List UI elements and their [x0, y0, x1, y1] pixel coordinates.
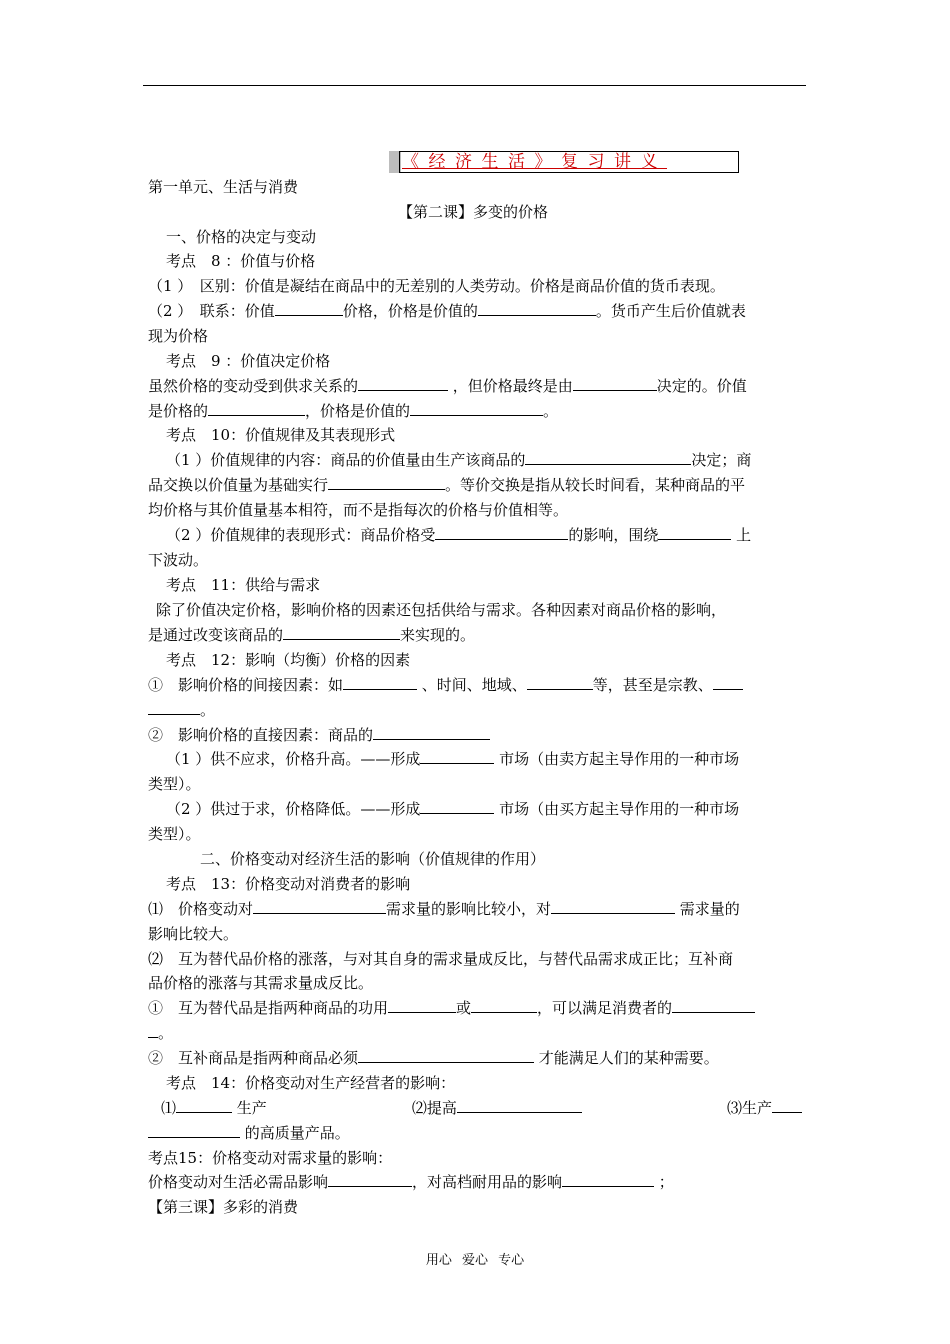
blank	[527, 674, 593, 690]
blank	[457, 1097, 582, 1113]
blank	[176, 1097, 232, 1113]
kp15-title: 考点15：价格变动对需求量的影响：	[148, 1149, 393, 1167]
kp11-line1: 除了价值决定价格，影响价格的因素还包括供给与需求。各种因素对商品价格的影响，	[156, 601, 727, 619]
blank	[420, 748, 494, 764]
kp10-line5: 下波动。	[148, 551, 209, 569]
kp10-line1: （1 ）价值规律的内容：商品的价值量由生产该商品的 决定；商	[166, 451, 752, 469]
kp12-title: 考点 12：影响（均衡）价格的因素	[166, 651, 411, 669]
blank	[283, 624, 400, 640]
kp13-line4: 品价格的涨落与其需求量成反比。	[148, 974, 374, 992]
blank	[471, 997, 537, 1013]
blank	[672, 997, 755, 1013]
blank	[358, 1047, 534, 1063]
kp12-line4: （1 ）供不应求，价格升高。——形成 市场（由卖方起主导作用的一种市场	[166, 750, 740, 768]
section1-heading: 一、价格的决定与变动	[166, 228, 317, 246]
kp12-line6: （2 ）供过于求，价格降低。——形成 市场（由买方起主导作用的一种市场	[166, 800, 740, 818]
kp13-line6: 。	[148, 1022, 173, 1044]
blank	[275, 300, 343, 316]
lesson2-title: 【第二课】多变的价格	[398, 203, 549, 221]
lesson3-title: 【第三课】多彩的消费	[148, 1198, 299, 1216]
kp14-title: 考点 14：价格变动对生产经营者的影响：	[166, 1074, 456, 1092]
kp12-line2: 。	[148, 699, 215, 721]
kp13-line2: 影响比较大。	[148, 925, 239, 943]
header-rule	[143, 85, 806, 86]
kp12-line3: ② 影响价格的直接因素：商品的	[148, 724, 490, 746]
kp13-line1: ⑴ 价格变动对 需求量的影响比较小，对 需求量的	[148, 900, 740, 918]
blank	[410, 400, 543, 416]
kp9-line2: 是价格的 ，价格是价值的 。	[148, 402, 559, 420]
kp9-line1: 虽然价格的变动受到供求关系的 ，但价格最终是由 决定的。价值	[148, 377, 747, 395]
kp13-line7: ② 互补商品是指两种商品必须 才能满足人们的某种需要。	[148, 1049, 719, 1067]
blank	[358, 375, 448, 391]
blank	[562, 1171, 654, 1187]
kp13-line5: ① 互为替代品是指两种商品的功用 或 ，可以满足消费者的	[148, 997, 755, 1019]
unit-heading: 第一单元、生活与消费	[148, 178, 299, 196]
kp12-line7: 类型）。	[148, 825, 201, 843]
kp10-line3: 均价格与其价值量基本相符，而不是指每次的价格与价值相等。	[148, 501, 569, 519]
kp12-line5: 类型）。	[148, 775, 201, 793]
kp15-line1: 价格变动对生活必需品影响 ，对高档耐用品的影响 ；	[148, 1173, 674, 1191]
kp10-title: 考点 10：价值规律及其表现形式	[166, 426, 396, 444]
blank	[573, 375, 657, 391]
kp11-line2: 是通过改变该商品的 来实现的。	[148, 626, 476, 644]
kp8-line1: （1 ） 区别：价值是凝结在商品中的无差别的人类劳动。价格是商品价值的货币表现。	[148, 277, 725, 295]
blank	[373, 724, 490, 740]
blank	[343, 674, 417, 690]
kp8-title: 考点 8 ：价值与价格	[166, 252, 316, 270]
blank	[420, 798, 494, 814]
kp9-title: 考点 9 ：价值决定价格	[166, 352, 331, 370]
document-title: 《经济生活》复习讲义	[399, 151, 739, 173]
blank	[148, 699, 200, 715]
blank	[388, 997, 456, 1013]
blank	[148, 1122, 240, 1138]
blank	[525, 449, 691, 465]
blank	[208, 400, 305, 416]
blank	[551, 898, 675, 914]
blank	[478, 300, 596, 316]
blank	[772, 1097, 802, 1113]
blank	[328, 1171, 412, 1187]
blank	[713, 674, 743, 690]
kp8-line3: 现为价格	[148, 327, 209, 345]
kp12-line1: ① 影响价格的间接因素：如 、时间、地域、 等，甚至是宗教、	[148, 674, 743, 696]
blank	[328, 474, 445, 490]
kp13-line3: ⑵ 互为替代品价格的涨落，与对其自身的需求量成反比，与替代品需求成正比；互补商	[148, 950, 734, 968]
section2-heading: 二、价格变动对经济生活的影响（价值规律的作用）	[200, 850, 546, 868]
blank	[435, 524, 568, 540]
blank	[148, 1022, 158, 1038]
kp14-line2: 的高质量产品。	[148, 1122, 350, 1144]
kp10-line2: 品交换以价值量为基础实行 。等价交换是指从较长时间看，某种商品的平	[148, 476, 746, 494]
blank	[658, 524, 731, 540]
kp8-line2: （2 ） 联系：价值 价格，价格是价值的 。货币产生后价值就表	[148, 302, 746, 320]
kp14-line1: ⑴ 生产 ⑵提高 ⑶生产	[161, 1097, 802, 1119]
kp11-title: 考点 11：供给与需求	[166, 576, 321, 594]
kp10-line4: （2 ）价值规律的表现形式：商品价格受 的影响，围绕 上	[166, 526, 752, 544]
page-footer: 用心 爱心 专心	[425, 1253, 525, 1268]
kp13-title: 考点 13：价格变动对消费者的影响	[166, 875, 411, 893]
blank	[253, 898, 386, 914]
